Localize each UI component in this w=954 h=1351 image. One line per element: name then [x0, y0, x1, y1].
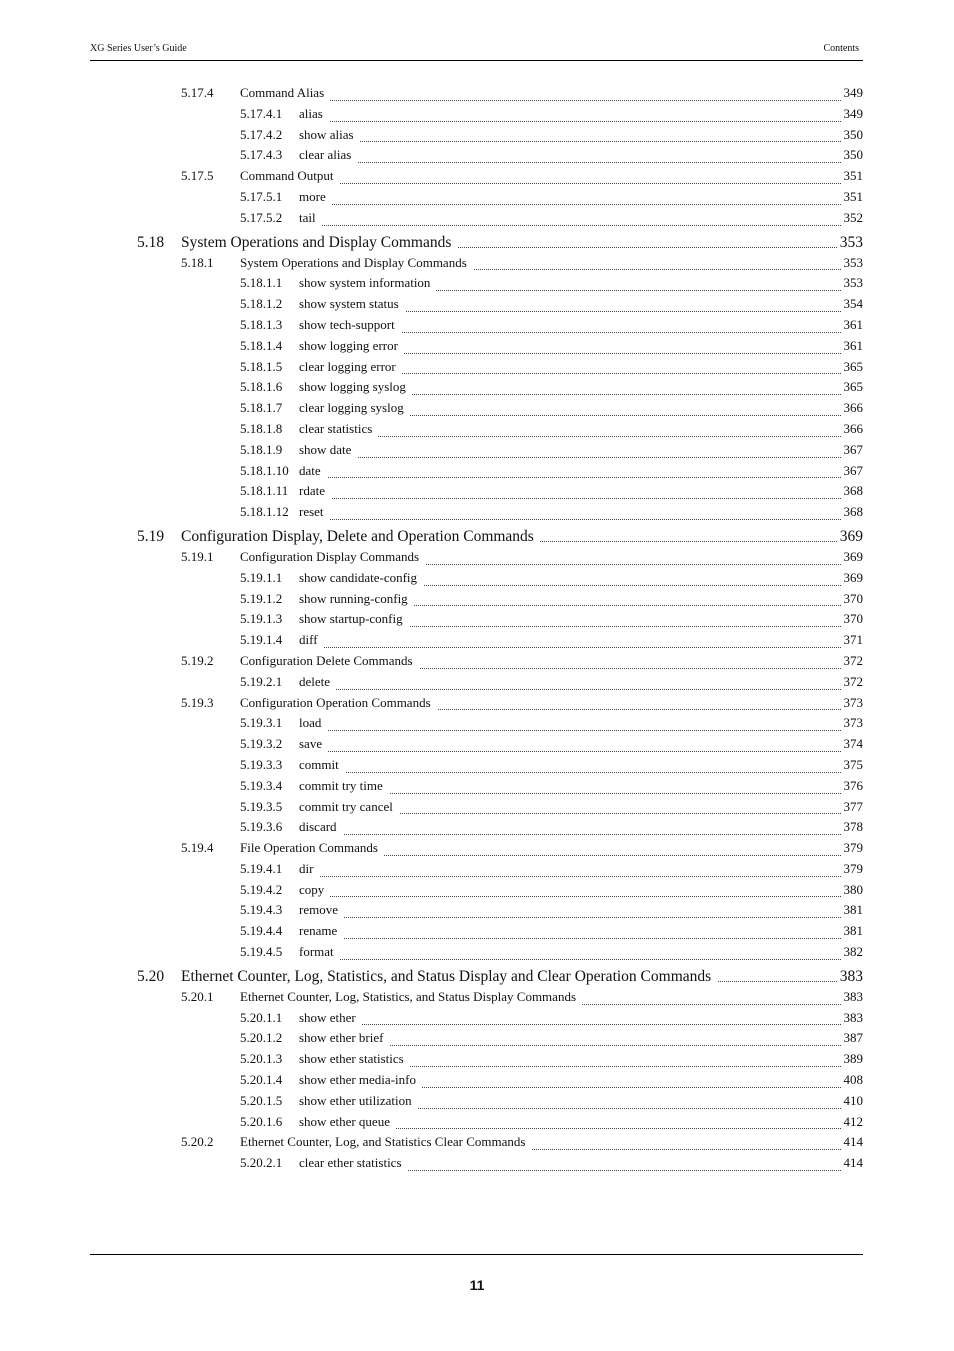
toc-entry-title: show system status [299, 296, 405, 312]
toc-entry[interactable] [0, 338, 954, 359]
toc-entry-page: 374 [843, 736, 863, 752]
dot-leader [299, 476, 863, 478]
toc-entry[interactable] [0, 1134, 954, 1155]
toc-entry[interactable] [0, 1030, 954, 1051]
toc-entry[interactable] [0, 736, 954, 757]
toc-entry[interactable] [0, 127, 954, 148]
toc-entry[interactable] [0, 1051, 954, 1072]
toc-entry-number: 5.17.5 [181, 168, 214, 184]
dot-leader [299, 729, 863, 731]
toc-entry-number: 5.17.4.3 [240, 147, 283, 163]
toc-entry-number: 5.20 [137, 967, 165, 985]
toc-entry[interactable] [0, 231, 954, 255]
toc-entry[interactable] [0, 715, 954, 736]
toc-entry-number: 5.19.4 [181, 840, 214, 856]
toc-entry-number: 5.17.5.2 [240, 209, 283, 225]
toc-entry-title: Configuration Display Commands [240, 549, 425, 565]
toc-entry[interactable] [0, 989, 954, 1010]
toc-entry[interactable] [0, 483, 954, 504]
toc-entry[interactable] [0, 549, 954, 570]
toc-entry-title: show alias [299, 127, 360, 143]
toc-entry-title: show ether [299, 1010, 362, 1026]
toc-entry-number: 5.19.3.5 [240, 798, 283, 814]
toc-entry[interactable] [0, 189, 954, 210]
toc-entry-title: Ethernet Counter, Log, Statistics, and Status Display Commands [240, 989, 582, 1005]
toc-entry[interactable] [0, 923, 954, 944]
toc-entry-number: 5.18.1.3 [240, 316, 283, 332]
toc-entry-number: 5.18 [137, 233, 165, 251]
toc-entry-title: show candidate-config [299, 570, 423, 586]
toc-entry-page: 352 [843, 209, 863, 225]
toc-entry[interactable] [0, 653, 954, 674]
dot-leader [299, 771, 863, 773]
toc-entry[interactable] [0, 840, 954, 861]
toc-entry-title: show running-config [299, 591, 414, 607]
dot-leader [299, 937, 863, 939]
toc-entry-page: 369 [843, 569, 863, 585]
toc-entry-title: show ether statistics [299, 1051, 410, 1067]
toc-entry-title: load [299, 715, 327, 731]
toc-entry-title: Configuration Delete Commands [240, 653, 419, 669]
footer-divider [90, 1254, 863, 1255]
toc-entry[interactable] [0, 902, 954, 923]
toc-entry[interactable] [0, 442, 954, 463]
toc-entry-page: 389 [843, 1051, 863, 1067]
toc-entry-title: Ethernet Counter, Log, and Statistics Clear Commands [240, 1134, 531, 1150]
toc-entry[interactable] [0, 168, 954, 189]
toc-entry-number: 5.19.4.5 [240, 944, 283, 960]
toc-entry[interactable] [0, 1093, 954, 1114]
toc-entry-page: 383 [843, 988, 863, 1004]
toc-entry-number: 5.19.4.2 [240, 881, 283, 897]
toc-entry-page: 366 [843, 400, 863, 416]
toc-entry-page: 378 [843, 819, 863, 835]
toc-entry-number: 5.19.3.6 [240, 819, 283, 835]
toc-entry-title: date [299, 463, 327, 479]
toc-entry-number: 5.18.1.9 [240, 441, 283, 457]
dot-leader [299, 895, 863, 897]
toc-entry-number: 5.19.3 [181, 694, 214, 710]
toc-entry-number: 5.19.3.4 [240, 777, 283, 793]
toc-entry-page: 367 [843, 462, 863, 478]
toc-entry[interactable] [0, 695, 954, 716]
toc-entry-page: 349 [843, 105, 863, 121]
toc-entry-page: 408 [843, 1072, 863, 1088]
toc-entry-number: 5.20.1.6 [240, 1113, 283, 1129]
toc-entry[interactable] [0, 965, 954, 989]
dot-leader [299, 224, 863, 226]
toc-entry[interactable] [0, 85, 954, 106]
toc-entry-page: 383 [839, 967, 863, 985]
toc-entry-number: 5.19.4.4 [240, 923, 283, 939]
toc-entry-title: commit try time [299, 778, 389, 794]
toc-entry-page: 369 [843, 548, 863, 564]
toc-entry-title: Ethernet Counter, Log, Statistics, and Status Display and Clear Operation Commands [181, 968, 717, 986]
toc-entry-page: 371 [843, 632, 863, 648]
toc-entry-title: show tech-support [299, 317, 401, 333]
toc-entry[interactable] [0, 674, 954, 695]
toc-entry-page: 387 [843, 1030, 863, 1046]
dot-leader [299, 916, 863, 918]
toc-entry-number: 5.20.1.1 [240, 1009, 283, 1025]
toc-entry-page: 382 [843, 944, 863, 960]
dot-leader [299, 435, 863, 437]
toc-entry-number: 5.17.5.1 [240, 188, 283, 204]
toc-entry-number: 5.19.2 [181, 652, 214, 668]
toc-entry-page: 366 [843, 420, 863, 436]
dot-leader [299, 833, 863, 835]
toc-entry-number: 5.19.1 [181, 548, 214, 564]
toc-entry-title: show ether utilization [299, 1093, 418, 1109]
toc-entry-page: 373 [843, 715, 863, 731]
toc-entry[interactable] [0, 757, 954, 778]
toc-entry-number: 5.19.1.1 [240, 569, 283, 585]
dot-leader [299, 646, 863, 648]
toc-entry-number: 5.20.1.2 [240, 1030, 283, 1046]
toc-entry-page: 353 [843, 254, 863, 270]
toc-entry-title: clear alias [299, 147, 357, 163]
toc-entry-page: 368 [843, 483, 863, 499]
toc-entry-page: 414 [843, 1134, 863, 1150]
toc-entry[interactable] [0, 210, 954, 231]
toc-entry-title: System Operations and Display Commands [181, 234, 457, 252]
toc-entry-number: 5.19.3.1 [240, 715, 283, 731]
toc-entry-title: Configuration Operation Commands [240, 695, 437, 711]
toc-entry-number: 5.18.1.6 [240, 379, 283, 395]
toc-entry-page: 377 [843, 798, 863, 814]
toc-entry[interactable] [0, 1114, 954, 1135]
toc-entry-title: Command Output [240, 168, 340, 184]
toc-entry-number: 5.19.4.3 [240, 902, 283, 918]
toc-entry-page: 383 [843, 1009, 863, 1025]
toc-entry[interactable] [0, 1010, 954, 1031]
toc-entry-page: 379 [843, 860, 863, 876]
toc-entry-page: 350 [843, 126, 863, 142]
toc-entry-page: 379 [843, 840, 863, 856]
toc-entry-number: 5.18.1 [181, 254, 214, 270]
toc-entry-title: show date [299, 442, 357, 458]
toc-entry[interactable] [0, 944, 954, 965]
toc-entry-number: 5.17.4.2 [240, 126, 283, 142]
toc-entry-page: 369 [839, 527, 863, 545]
toc-entry-number: 5.19.1.4 [240, 632, 283, 648]
toc-entry-title: rename [299, 923, 343, 939]
toc-entry-title: save [299, 736, 328, 752]
dot-leader [299, 161, 863, 163]
toc-entry[interactable] [0, 379, 954, 400]
toc-entry[interactable] [0, 632, 954, 653]
toc-entry-title: System Operations and Display Commands [240, 255, 473, 271]
toc-entry-page: 381 [843, 902, 863, 918]
toc-entry-title: show logging syslog [299, 379, 412, 395]
toc-entry-page: 410 [843, 1092, 863, 1108]
toc-entry-number: 5.19.1.3 [240, 611, 283, 627]
toc-entry-page: 414 [843, 1155, 863, 1171]
toc-entry-title: discard [299, 819, 343, 835]
toc-entry-page: 376 [843, 777, 863, 793]
toc-entry-number: 5.19.2.1 [240, 673, 283, 689]
toc-entry-title: more [299, 189, 332, 205]
toc-entry-title: alias [299, 106, 329, 122]
toc-entry-page: 354 [843, 296, 863, 312]
toc-entry[interactable] [0, 296, 954, 317]
toc-entry-title: clear ether statistics [299, 1155, 408, 1171]
toc-entry-page: 367 [843, 441, 863, 457]
toc-entry[interactable] [0, 819, 954, 840]
toc-entry[interactable] [0, 359, 954, 380]
toc-entry[interactable] [0, 400, 954, 421]
toc-entry-page: 372 [843, 652, 863, 668]
toc-entry-title: commit [299, 757, 345, 773]
dot-leader [299, 750, 863, 752]
toc-entry[interactable] [0, 275, 954, 296]
toc-entry-title: show system information [299, 275, 436, 291]
section-name: Contents [823, 43, 859, 54]
toc-entry-page: 361 [843, 316, 863, 332]
dot-leader [299, 497, 863, 499]
toc-entry-page: 361 [843, 337, 863, 353]
toc-entry-number: 5.19.1.2 [240, 590, 283, 606]
toc-entry-number: 5.19 [137, 527, 165, 545]
toc-entry-number: 5.18.1.11 [240, 483, 289, 499]
dot-leader [299, 1023, 863, 1025]
toc-entry-page: 380 [843, 881, 863, 897]
toc-entry[interactable] [0, 317, 954, 338]
toc-entry-page: 350 [843, 147, 863, 163]
toc-entry-title: tail [299, 210, 322, 226]
document-title: XG Series User’s Guide [90, 43, 187, 54]
toc-entry[interactable] [0, 799, 954, 820]
toc-entry-number: 5.20.2 [181, 1134, 214, 1150]
toc-entry-page: 381 [843, 923, 863, 939]
toc-entry-number: 5.20.1.4 [240, 1072, 283, 1088]
toc-entry-page: 375 [843, 756, 863, 772]
toc-entry-page: 370 [843, 590, 863, 606]
toc-entry-number: 5.19.3.2 [240, 736, 283, 752]
dot-leader [299, 688, 863, 690]
toc-entry-title: commit try cancel [299, 799, 399, 815]
toc-entry-page: 353 [843, 275, 863, 291]
toc-entry-title: show startup-config [299, 611, 409, 627]
dot-leader [299, 958, 863, 960]
toc-entry-number: 5.18.1.12 [240, 504, 289, 520]
toc-entry[interactable] [0, 147, 954, 168]
dot-leader [299, 203, 863, 205]
toc-entry[interactable] [0, 106, 954, 127]
toc-entry-page: 351 [843, 168, 863, 184]
toc-entry[interactable] [0, 591, 954, 612]
toc-entry-title: Configuration Display, Delete and Operation Commands [181, 528, 540, 546]
toc-entry-number: 5.18.1.4 [240, 337, 283, 353]
toc-entry-page: 370 [843, 611, 863, 627]
toc-entry-title: delete [299, 674, 336, 690]
toc-entry-title: File Operation Commands [240, 840, 384, 856]
toc-entry-page: 365 [843, 358, 863, 374]
toc-entry[interactable] [0, 255, 954, 276]
toc-entry-title: rdate [299, 483, 331, 499]
toc-entry[interactable] [0, 1155, 954, 1176]
page-header [90, 40, 863, 61]
dot-leader [299, 875, 863, 877]
toc-entry-title: reset [299, 504, 330, 520]
toc-entry-page: 368 [843, 504, 863, 520]
toc-entry-number: 5.19.4.1 [240, 860, 283, 876]
toc-entry[interactable] [0, 611, 954, 632]
toc-entry[interactable] [0, 570, 954, 591]
toc-entry-number: 5.20.1 [181, 988, 214, 1004]
toc-entry-number: 5.18.1.10 [240, 462, 289, 478]
table-of-contents [0, 85, 954, 1176]
toc-entry-number: 5.18.1.2 [240, 296, 283, 312]
toc-entry[interactable] [0, 861, 954, 882]
toc-entry-page: 365 [843, 379, 863, 395]
toc-entry-title: copy [299, 882, 330, 898]
toc-entry-number: 5.20.1.5 [240, 1092, 283, 1108]
toc-entry-page: 372 [843, 673, 863, 689]
toc-entry-number: 5.17.4 [181, 85, 214, 100]
toc-entry-number: 5.18.1.7 [240, 400, 283, 416]
toc-entry-title: show ether media-info [299, 1072, 422, 1088]
page-number: 11 [469, 1277, 485, 1293]
toc-entry-title: clear statistics [299, 421, 378, 437]
toc-entry[interactable] [0, 421, 954, 442]
toc-entry-title: Command Alias [240, 85, 330, 101]
toc-entry-title: show ether brief [299, 1030, 389, 1046]
toc-entry[interactable] [0, 525, 954, 549]
toc-entry[interactable] [0, 463, 954, 484]
toc-entry-title: show ether queue [299, 1114, 396, 1130]
toc-entry-number: 5.20.2.1 [240, 1155, 283, 1171]
toc-entry-title: show logging error [299, 338, 404, 354]
toc-entry-title: clear logging error [299, 359, 402, 375]
toc-entry-number: 5.17.4.1 [240, 105, 283, 121]
dot-leader [299, 140, 863, 142]
toc-entry-number: 5.18.1.5 [240, 358, 283, 374]
toc-entry-page: 373 [843, 694, 863, 710]
toc-entry-number: 5.18.1.8 [240, 420, 283, 436]
toc-entry-title: remove [299, 902, 344, 918]
toc-entry-page: 412 [843, 1113, 863, 1129]
toc-entry-number: 5.18.1.1 [240, 275, 283, 291]
toc-entry-page: 353 [839, 233, 863, 251]
dot-leader [240, 99, 863, 101]
dot-leader [299, 120, 863, 122]
toc-entry-page: 351 [843, 188, 863, 204]
toc-entry[interactable] [0, 1072, 954, 1093]
toc-entry-title: format [299, 944, 340, 960]
toc-entry[interactable] [0, 882, 954, 903]
toc-entry[interactable] [0, 504, 954, 525]
toc-entry-page: 349 [843, 85, 863, 100]
toc-entry-title: clear logging syslog [299, 400, 410, 416]
dot-leader [299, 456, 863, 458]
toc-entry-title: diff [299, 632, 324, 648]
toc-entry-number: 5.19.3.3 [240, 756, 283, 772]
toc-entry[interactable] [0, 778, 954, 799]
toc-entry-number: 5.20.1.3 [240, 1051, 283, 1067]
toc-entry-title: dir [299, 861, 319, 877]
dot-leader [299, 518, 863, 520]
